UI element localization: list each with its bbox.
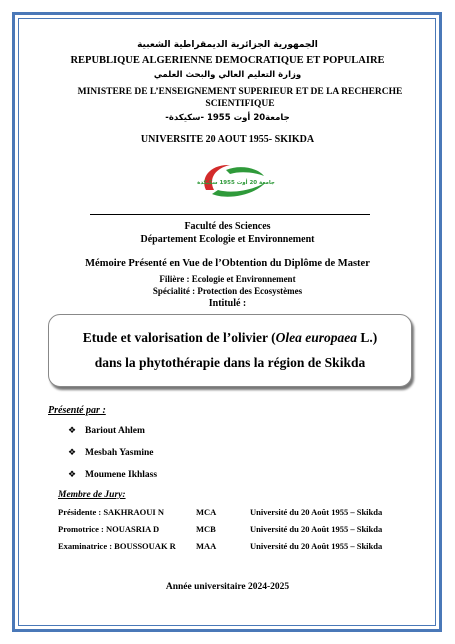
republic-title: REPUBLIQUE ALGERIENNE DEMOCRATIQUE ET POPULAIRE xyxy=(70,55,385,66)
ministry-title: MINISTERE DE L’ENSEIGNEMENT SUPERIEUR ET DE LA RECHERCHE SCIENTIFIQUE xyxy=(77,87,403,109)
diamond-bullet-icon: ❖ xyxy=(68,426,77,436)
logo-text: جامعة 20 أوت 1955 سكيكدة xyxy=(197,180,275,186)
list-item xyxy=(68,442,157,464)
logo-green-leaf xyxy=(226,167,264,176)
jury-role: Promotrice : NOUASRIA D xyxy=(58,524,160,534)
student-name: Bariout Ahlem xyxy=(85,426,145,436)
list-item xyxy=(68,464,157,486)
jury-label: Membre de Jury: xyxy=(58,490,126,500)
department-title: Département Ecologie et Environnement xyxy=(140,234,315,245)
diamond-bullet-icon: ❖ xyxy=(68,470,77,480)
separator-line xyxy=(90,214,370,215)
university-logo xyxy=(196,160,275,200)
jury-table xyxy=(58,507,398,558)
arabic-ministry-title: وزارة التعليم العالي والبحث العلمي xyxy=(153,70,302,80)
jury-grade: MCB xyxy=(196,524,216,534)
thesis-title-line-2: dans la phytothérapie dans la région de Skikda xyxy=(94,355,366,370)
species-name: Olea europaea xyxy=(275,330,357,345)
logo-red-swoosh xyxy=(204,165,230,190)
faculty-title: Faculté des Sciences xyxy=(184,221,271,232)
intitule-label: Intitulé : xyxy=(208,298,247,309)
jury-institution: Université du 20 Août 1955 – Skikda xyxy=(250,507,383,517)
thesis-title-suffix: L.) xyxy=(356,330,378,345)
specialite-line: Spécialité : Protection des Ecosystèmes xyxy=(152,286,303,296)
table-row xyxy=(58,524,398,541)
jury-role: Présidente : SAKHRAOUI N xyxy=(58,507,165,517)
jury-institution: Université du 20 Août 1955 – Skikda xyxy=(250,541,383,551)
thesis-title-line-1 xyxy=(49,325,411,350)
arabic-university-title: جامعة20 أوت 1955 -سكيكدة- xyxy=(165,113,290,123)
student-name: Mesbah Yasmine xyxy=(85,448,154,458)
diamond-bullet-icon: ❖ xyxy=(68,448,77,458)
memoire-heading: Mémoire Présenté en Vue de l’Obtention du Diplôme de Master xyxy=(85,258,370,269)
thesis-title-box xyxy=(48,314,412,387)
student-list xyxy=(68,420,157,486)
jury-grade: MCA xyxy=(196,507,217,517)
jury-grade: MAA xyxy=(196,541,217,551)
arabic-republic-title: الجمهورية الجزائرية الديمقراطية الشعبية xyxy=(137,40,318,50)
filiere-line: Filière : Ecologie et Environnement xyxy=(159,274,296,284)
table-row xyxy=(58,541,398,558)
presented-by-label: Présenté par : xyxy=(48,405,106,416)
jury-institution: Université du 20 Août 1955 – Skikda xyxy=(250,524,383,534)
thesis-title-prefix: Etude et valorisation de l’olivier ( xyxy=(82,330,276,345)
jury-role: Examinatrice : BOUSSOUAK R xyxy=(58,541,176,551)
university-title: UNIVERSITE 20 AOUT 1955- SKIKDA xyxy=(140,134,315,145)
student-name: Moumene Ikhlass xyxy=(85,470,158,480)
academic-year: Année universitaire 2024-2025 xyxy=(165,582,290,592)
list-item xyxy=(68,420,157,442)
table-row xyxy=(58,507,398,524)
